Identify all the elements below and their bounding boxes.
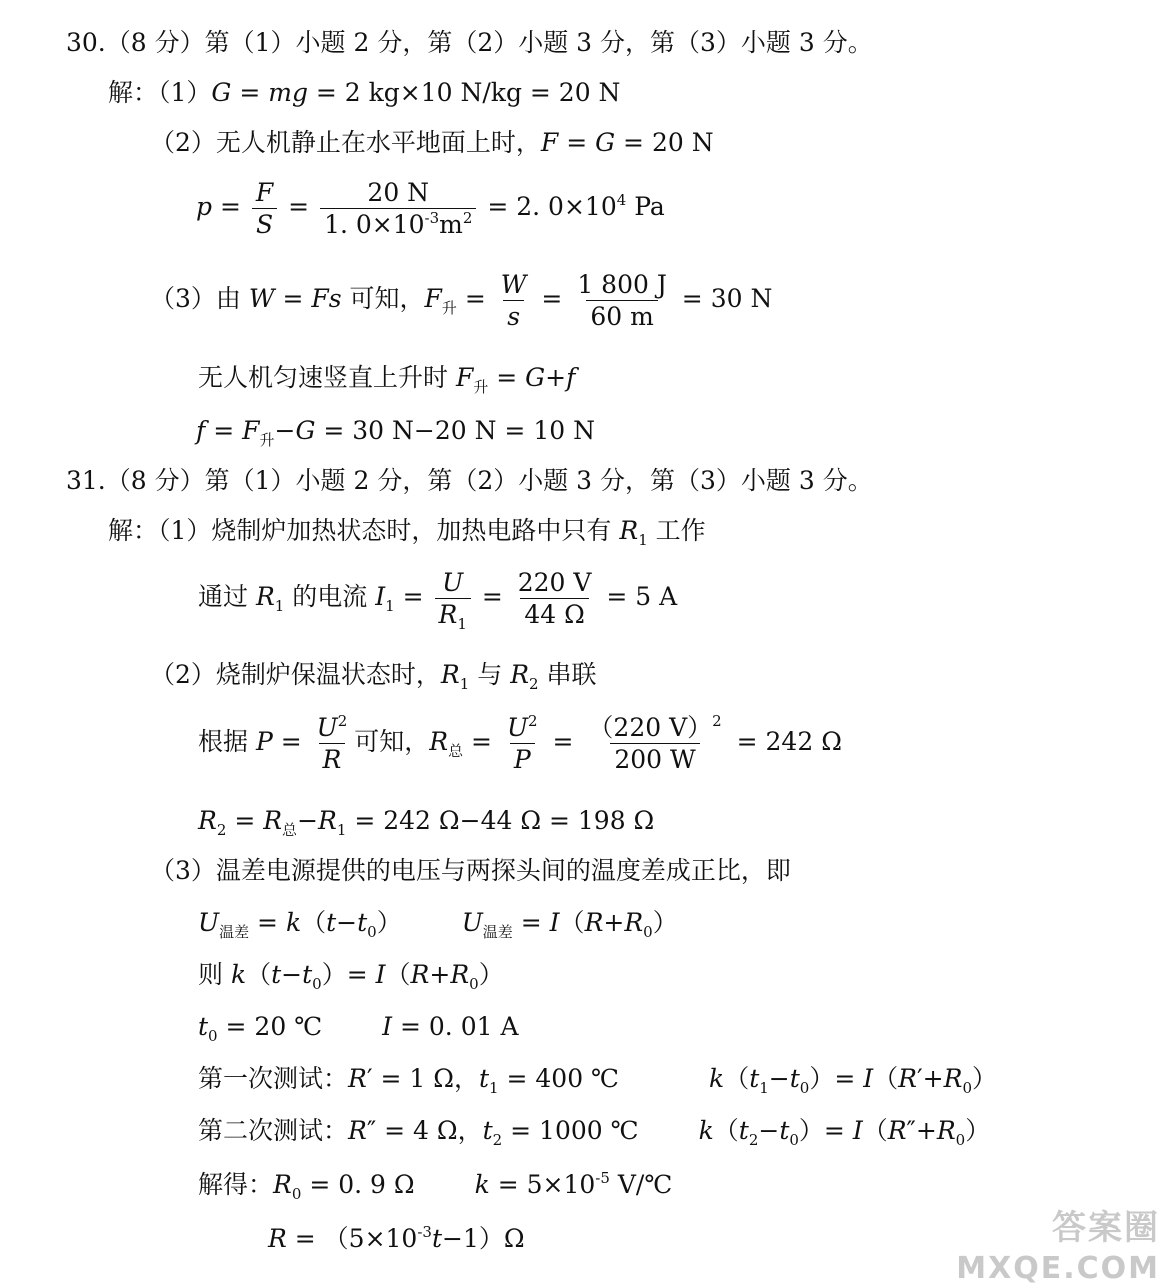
fraction-resistance-value: $\frac{(220 V)^2}{200 W}$ — [588, 712, 722, 774]
q30-step1-rest: = 2 kg×10 N/kg = 20 N — [307, 78, 621, 107]
q30-step1: 解：（1）G = mg = 2 kg×10 N/kg = 20 N — [108, 78, 621, 107]
watermark-logo — [950, 1200, 1160, 1286]
power-text2: 可知， — [354, 727, 430, 756]
q31-step1-text: 解：（1）烧制炉加热状态时，加热电路中只有 — [108, 516, 620, 545]
q31-current: 通过 $R_1$ 的电流 $I_1$ = $\frac{U}{R_1}$ = $\frac{220 V}{44 \Omega}$ = 5 A — [198, 568, 678, 633]
q31-power-formula: 根据 P = $\frac{U^2}{R}$ 可知，$R_总$ = $\frac{U^2}{P}$ = $\frac{(220 V)^2}{200 W}$ = 242 Ω — [198, 712, 842, 774]
resistance-numerator: （220 V） — [588, 713, 713, 742]
given-t0: = 20 ℃ — [217, 1012, 323, 1041]
q30-step2: （2）无人机静止在水平地面上时，F = G = 20 N — [150, 128, 714, 157]
resistance-denominator: 200 W — [610, 743, 699, 772]
p-numerator: 20 N — [367, 178, 430, 207]
fraction-pressure-value: $\frac{20 N}{1. 0\times 10^{-3}m^2}$ — [320, 180, 476, 237]
q31-header: 31.（8 分）第（1）小题 2 分，第（2）小题 3 分，第（3）小题 3 分。 — [66, 466, 873, 495]
q31-step3-combined: 则 $k(t-t_0)= I(R+R_0)$ — [198, 960, 504, 993]
watermark-cn: 答案圈 — [1052, 1208, 1160, 1248]
power-text: 根据 — [198, 727, 256, 756]
solve-k-exp: -5 — [595, 1169, 610, 1187]
final-suffix: −1）Ω — [442, 1224, 525, 1253]
solve-label: 解得： — [198, 1170, 274, 1199]
q31-current-text: 通过 — [198, 582, 256, 611]
q30-step2-eq: = 20 N — [615, 128, 714, 157]
q31-test2: 第二次测试：R″ = 4 Ω，$t_2 = 1000$ ℃ $k(t_2-t_0)= I(R''+R_0)$ — [198, 1116, 991, 1149]
test1-R: = 1 Ω， — [372, 1064, 479, 1093]
q31-step2-text3: 串联 — [538, 660, 597, 689]
fraction-U-over-R1: $\frac{U}{R_1}$ — [435, 570, 471, 627]
lift-numerator: 1 800 J — [577, 270, 667, 299]
fraction-current-value — [514, 570, 596, 627]
current-denominator: 44 Ω — [520, 598, 589, 627]
q31-step2-text: （2）烧制炉保温状态时， — [150, 660, 441, 689]
p-result: = 2. 0×10 — [479, 192, 617, 221]
q30-step3-text: （3）由 — [150, 284, 249, 313]
final-prefix: = （5×10 — [286, 1224, 418, 1253]
p-denominator: 1. 0×10 — [324, 210, 425, 239]
q31-step2-text2: 与 — [469, 660, 511, 689]
watermark-en: MXQE.COM — [956, 1251, 1160, 1286]
lift-denominator: 60 m — [586, 300, 657, 329]
final-exp: -3 — [417, 1223, 432, 1241]
q30-step3c: $f = F_升-G = 30$ N−20 N = 10 N — [196, 416, 595, 449]
q31-R2-rest: = 242 Ω−44 Ω = 198 Ω — [346, 806, 655, 835]
p-den-exponent: -3 — [424, 209, 440, 227]
solve-k-unit: V/℃ — [609, 1170, 673, 1199]
fraction-U2-over-R: $\frac{U^2}{R}$ — [316, 712, 348, 774]
solve-k: = 5×10 — [489, 1170, 596, 1199]
p-result-exponent: 4 — [616, 191, 627, 209]
current-result: = 5 A — [598, 582, 678, 611]
q30-step3c-rest: = 30 N−20 N = 10 N — [315, 416, 595, 445]
q31-current-text2: 的电流 — [284, 582, 376, 611]
q31-final: $R = (5\times 10^{-3}t-1)\Omega$ — [268, 1223, 525, 1253]
fraction-lift-value — [573, 272, 671, 329]
solve-R0: = 0. 9 Ω — [301, 1170, 415, 1199]
q31-step1: 解：（1）烧制炉加热状态时，加热电路中只有 $R_1$ 工作 — [108, 516, 706, 549]
p-result-unit: Pa — [626, 192, 665, 221]
q30-step3-text2: 可知， — [341, 284, 425, 313]
given-I: = 0. 01 A — [392, 1012, 519, 1041]
p-den-unit: m — [439, 210, 463, 239]
test1-label: 第一次测试： — [198, 1064, 349, 1093]
q31-step3: （3）温差电源提供的电压与两探头间的温度差成正比，即 — [150, 856, 791, 885]
q31-step1-text2: 工作 — [647, 516, 706, 545]
q30-header: 30.（8 分）第（1）小题 2 分，第（2）小题 3 分，第（3）小题 3 分。 — [66, 28, 873, 57]
q31-solve: 解得：$R_0 = 0$. 9 Ω $k = 5\times 10^{-5}$ V/℃ — [198, 1169, 673, 1203]
q30-step1-label: 解：（1） — [108, 78, 212, 107]
fraction-F-over-S: $\frac{F}{S}$ — [252, 180, 277, 237]
fraction-U2-over-P: $\frac{U^2}{P}$ — [506, 712, 538, 774]
q30-step2-text: （2）无人机静止在水平地面上时， — [150, 128, 541, 157]
q31-step2: （2）烧制炉保温状态时，$R_1$ 与 $R_2$ 串联 — [150, 660, 597, 693]
resistance-result: = 242 Ω — [728, 727, 842, 756]
current-numerator: 220 V — [517, 568, 592, 597]
sub-zong: 总 — [448, 742, 464, 760]
q30-pressure-formula: p = $\frac{F}{S}$ = $\frac{20 N}{1. 0\times 10^{-3}m^2}$ = 2. $0\times 10^4$ Pa — [196, 178, 665, 239]
test2-R: = 4 Ω， — [376, 1116, 483, 1145]
q30-step3b: 无人机匀速竖直上升时 $F_升 = G+f$ — [198, 363, 576, 396]
q31-step3-eqs: $U_{温差} = k(t-t_0) U_{温差} = I(R+R_0)$ — [198, 908, 678, 941]
q31-test1: 第一次测试：R′ = 1 Ω，$t_1 = 400$ ℃ $k(t_1-t_0)= I(R'+R_0)$ — [198, 1064, 997, 1097]
test2-label: 第二次测试： — [198, 1116, 349, 1145]
test2-t: = 1000 ℃ — [502, 1116, 639, 1145]
sub-sheng: 升 — [441, 299, 457, 317]
q30-step3: （3）由 W = Fs 可知，$F_升$ = $\frac{W}{s}$ = $\frac{1 800 J}{60 m}$ = 30 N — [150, 270, 773, 331]
q30-step3b-text: 无人机匀速竖直上升时 — [198, 363, 456, 392]
fraction-W-over-s: $\frac{W}{s}$ — [500, 270, 527, 331]
test1-t: = 400 ℃ — [498, 1064, 620, 1093]
q31-step3-given: $t_0 = 20$ ℃ I = 0. 01 A — [198, 1012, 519, 1045]
lift-result: = 30 N — [673, 284, 773, 313]
q31-R2: $R_2 = R_总-R_1 = 242$ Ω−44 Ω = 198 Ω — [198, 806, 655, 839]
combined-prefix: 则 — [198, 960, 231, 989]
sub-wencha: 温差 — [219, 923, 250, 941]
